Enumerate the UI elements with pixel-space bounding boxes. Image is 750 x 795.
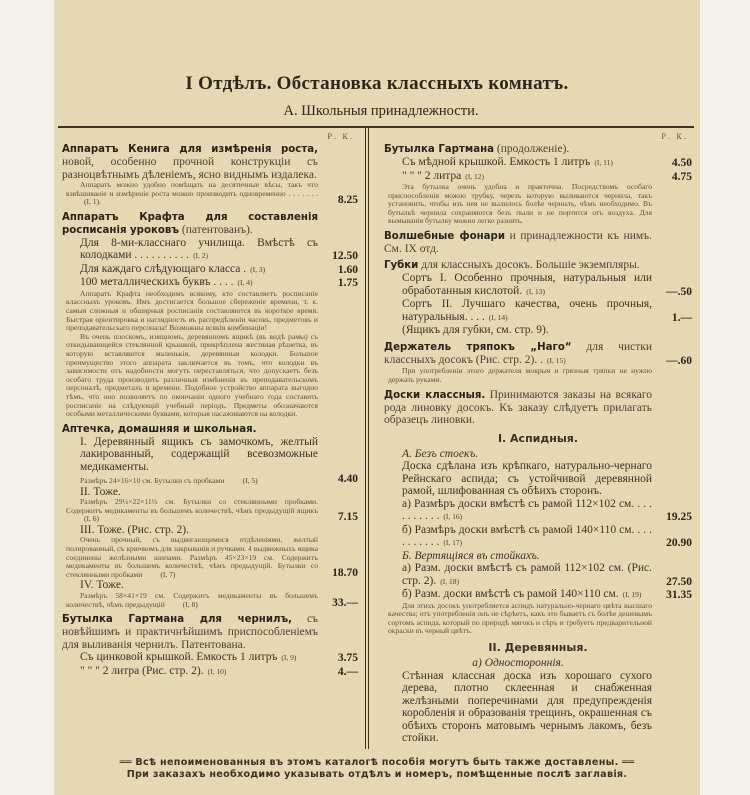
- row-text: [80, 436, 318, 474]
- catalog-entry: [62, 613, 358, 678]
- catalog-number: (I, 1).: [84, 197, 101, 207]
- item-description: съ новѣйшимъ и практичнѣйшимъ приспособленіемъ для выливанія чернилъ. Патентована.: [62, 613, 318, 651]
- row-text: [384, 230, 652, 256]
- row-text: [62, 477, 318, 486]
- row-text: [384, 143, 652, 156]
- catalog-row: [62, 665, 358, 679]
- row-description: Эта бутылка очень удобна и практична. Посредствомъ особаго приспособленія можно трубку, черезъ которую выливаются чернила, такъ установить, чтобы изъ нея не вылилось болѣе чернилъ, чѣмъ необходимо. Въ бутылкѣ чернила сохраняются безъ пыли и не портятся отъ воздуха. Для вымыванія бутылку можно легко разнять.: [388, 182, 652, 226]
- catalog-row: [62, 181, 358, 207]
- price-units-label: Р. К.: [327, 133, 354, 141]
- price: 3.75: [337, 652, 358, 665]
- row-description: " " " 2 литра: [402, 169, 462, 182]
- row-text: [62, 211, 318, 237]
- item-description: для чистки классныхъ досокъ (Рис. стр. 2). .: [384, 340, 652, 366]
- row-description: Сортъ II. Лучшаго качества, очень прочныя, натуральныя. . . .: [402, 298, 652, 323]
- row-description: " " " 2 литра (Рис. стр. 2).: [80, 664, 204, 677]
- price: 4.—: [337, 665, 358, 678]
- catalog-row: [62, 143, 358, 181]
- row-description: 100 металлическихъ буквъ . . . .: [80, 276, 234, 289]
- row-text: [62, 536, 318, 579]
- row-description: б) Разм. доски вмѣстѣ съ рамой 140×110 см.: [402, 588, 619, 601]
- item-title: Доски классныя.: [384, 389, 486, 401]
- catalog-row: [62, 333, 358, 419]
- catalog-row: [384, 259, 692, 272]
- row-text: [402, 670, 652, 745]
- row-text: [402, 524, 652, 550]
- catalog-row: [62, 651, 358, 665]
- price: 20.90: [666, 537, 692, 550]
- catalog-number: (I, 2): [193, 251, 209, 261]
- row-text: [384, 657, 652, 670]
- catalog-row: [384, 670, 692, 745]
- left-entries: [62, 143, 358, 678]
- row-description: Аппаратъ можно удобно помѣщать на десятичные вѣсы, такъ что взвѣшиваніе и измѣреніе роста можно производить одновременно . . . . . . .: [66, 180, 318, 198]
- price: 4.50: [671, 157, 692, 169]
- catalog-row: [384, 156, 692, 170]
- catalog-row: [384, 448, 692, 461]
- catalog-row: [62, 436, 358, 474]
- row-text: [62, 181, 318, 207]
- catalog-number: (I, 9): [281, 653, 297, 663]
- catalog-row: [384, 498, 692, 524]
- catalog-row: [62, 592, 358, 609]
- row-description: При употребленіи этого держателя мокрыя и грязныя тряпки не нужно держать руками.: [388, 366, 652, 385]
- catalog-row: [384, 588, 692, 602]
- row-description: II. Тоже.: [80, 485, 121, 498]
- catalog-number: (I, 5): [242, 476, 258, 486]
- catalog-page: [54, 0, 700, 795]
- item-description: новой, особенно прочной конструкціи съ разноцвѣтнымъ дѣленіемъ, ясно виднымъ издалека.: [62, 156, 318, 181]
- catalog-number: (I, 15): [547, 355, 566, 365]
- price: 1.—: [671, 311, 692, 324]
- catalog-row: [384, 367, 692, 384]
- row-text: [384, 367, 652, 384]
- catalog-row: [62, 498, 358, 524]
- row-text: [80, 263, 318, 277]
- row-description: Аппаратъ Крафта необходимъ всякому, кто составляетъ росписаніе классныхъ уроковъ. Имъ достигается большое сбереженіе времени, т. к. самыя сложныя и обширныя росписанія составляются въ короткое время. Быстрая оріентировка и наглядность въ распредѣленіи часовъ, предметовъ и преподавательскаго персонала! Возможны всякія комбинаціи!: [66, 288, 318, 333]
- catalog-number: (I, 6): [84, 514, 99, 524]
- catalog-row: [384, 183, 692, 226]
- row-description: Б. Вертящіяся въ стойкахъ.: [402, 549, 540, 562]
- catalog-entry: [384, 341, 692, 385]
- section-title: I Отдѣлъ. Обстановка классныхъ комнатъ.: [185, 73, 569, 94]
- row-description: Для каждаго слѣдующаго класса .: [80, 262, 247, 275]
- row-text: [80, 651, 318, 665]
- catalog-number: (I, 13): [526, 286, 545, 296]
- catalog-number: (I, 4): [237, 278, 253, 288]
- catalog-row: [384, 298, 692, 324]
- catalog-row: [384, 143, 692, 156]
- subsection-heading: II. Деревянныя.: [488, 641, 588, 655]
- row-text: [384, 259, 652, 272]
- price: 4.40: [337, 473, 358, 486]
- footer-line-1: ══ Всѣ непоименованныя въ этомъ каталогѣ пособія могутъ быть также доставлены. ══: [119, 756, 635, 768]
- left-column: [62, 128, 358, 749]
- catalog-number: (I, 11): [594, 158, 613, 167]
- price: 19.25: [666, 511, 692, 524]
- row-text: [384, 389, 652, 427]
- row-text: [402, 156, 652, 170]
- catalog-row: [384, 562, 692, 588]
- catalog-row: [384, 460, 692, 498]
- row-text: [384, 183, 652, 226]
- row-text: [384, 341, 652, 368]
- row-text: [80, 276, 318, 290]
- catalog-row: [62, 613, 358, 651]
- row-text: [402, 170, 652, 184]
- row-description: IV. Тоже.: [80, 579, 124, 592]
- catalog-row: [62, 237, 358, 263]
- row-text: [62, 613, 318, 651]
- catalog-row: [384, 341, 692, 368]
- row-description: Очень прочный, съ выдвигающимися отдѣленіями, желтый полированный, съ крючкомъ для закрыванія и ручками. 4 выдвижныхъ ящика соединены желѣзными шипами. Размѣръ 45×23×19 см. Содержитъ медикаменты въ большемъ количествѣ, чѣмъ предыдущій. Бутылки со стеклянными пробками: [66, 535, 318, 579]
- subsection-heading: I. Аспидныя.: [497, 431, 579, 445]
- catalog-number: (I, 7): [160, 569, 176, 579]
- catalog-number: (I, 3): [250, 264, 266, 274]
- item-title: Держатель тряпокъ „Наго“: [384, 341, 572, 353]
- row-text: [402, 550, 652, 563]
- catalog-row: [384, 272, 692, 298]
- catalog-row: [62, 263, 358, 277]
- row-description: Для этихъ досокъ употребляется аспидъ натурально-чернаго цвѣта высшаго качества; отъ употребленія онъ не сѣрѣетъ, какъ это бываетъ съ болѣе дешевымъ сортомъ аспида, который по природѣ мягокъ и сѣръ и требуетъ предварительной окраски въ черный цвѣтъ.: [388, 600, 652, 636]
- item-title: Аптечка, домашняя и школьная.: [62, 423, 257, 435]
- row-text: [62, 498, 318, 524]
- right-column: [365, 128, 696, 749]
- row-description: Съ мѣдной крышкой. Емкость 1 литръ: [402, 156, 591, 168]
- catalog-row: [62, 473, 358, 486]
- item-title: Бутылка Гартмана: [384, 144, 494, 155]
- row-description: б) Размѣръ доски вмѣстѣ съ рамой 140×110 см. . . . . . . . . . .: [402, 523, 652, 549]
- row-description: а) Одностороннія.: [472, 657, 564, 670]
- price: 1.60: [337, 263, 358, 276]
- item-description: для классныхъ досокъ. Большіе экземпляры.: [418, 259, 640, 272]
- row-text: [402, 588, 652, 602]
- catalog-entry: [62, 423, 358, 609]
- price: 7.15: [337, 511, 358, 524]
- row-text: [402, 460, 652, 498]
- catalog-row: [384, 324, 692, 337]
- price: 33.—: [332, 596, 358, 609]
- row-text: [402, 272, 652, 298]
- row-description: а) Разм. доски вмѣстѣ съ рамой 112×102 см. (Рис. стр. 2).: [402, 562, 652, 587]
- catalog-number: (I, 8): [182, 599, 198, 609]
- catalog-number: (I, 18): [440, 576, 459, 586]
- row-text: [402, 448, 652, 461]
- row-text: [62, 423, 318, 436]
- row-text: [62, 592, 318, 609]
- catalog-number: (I, 19): [622, 590, 642, 600]
- row-text: [402, 562, 652, 588]
- row-description: Размѣръ 58×41×19 см. Содержитъ медикаменты въ большемъ количествѣ, чѣмъ предыдущій: [66, 590, 318, 609]
- row-description: Размѣръ 24×16×10 см. Бутылки съ пробками: [80, 476, 225, 486]
- row-description: Для 8-ми-класснаго училища. Вмѣстѣ съ колодками . . . . . . . . . .: [80, 236, 318, 262]
- subsection-title: А. Школьныя принадлежности.: [283, 103, 479, 119]
- row-description: III. Тоже. (Рис. стр. 2).: [80, 523, 189, 536]
- row-description: (Ящикъ для губки, см. стр. 9).: [402, 324, 549, 337]
- price: 18.70: [332, 566, 358, 579]
- item-title: Аппаратъ Крафта для составленія росписанія уроковъ: [62, 211, 318, 236]
- catalog-row: [384, 602, 692, 636]
- row-description: Стѣнная классная доска изъ хорошаго сухого дерева, плотно склеенная и снабженная желѣзными поперечинами для предупрежденія коробленія и образованія трещинъ, окрашенная съ обѣихъ сторонъ матовымъ чернымъ лакомъ, безъ стойки.: [402, 669, 652, 745]
- row-text: [62, 333, 318, 419]
- price: 8.25: [337, 194, 358, 207]
- row-description: Съ цинковой крышкой. Емкость 1 литръ: [80, 651, 278, 664]
- row-description: а) Размѣръ доски вмѣстѣ съ рамой 112×102 см. . . . . . . . . . .: [402, 497, 652, 523]
- price: —.50: [666, 285, 692, 298]
- footer-note: [54, 757, 700, 781]
- catalog-row: [62, 536, 358, 579]
- catalog-entry: [62, 211, 358, 419]
- catalog-row: [384, 170, 692, 184]
- item-title: Бутылка Гартмана для чернилъ,: [62, 614, 292, 626]
- row-text: [402, 324, 652, 337]
- catalog-row: [384, 389, 692, 427]
- catalog-entry: [62, 143, 358, 207]
- price-units-label: Р. К.: [661, 133, 688, 141]
- row-text: [62, 290, 318, 333]
- row-description: Въ очень плоскомъ, изящномъ, деревянномъ ящикѣ (въ видѣ рамы) съ откидывающейся стеклянной крышкой, прикрѣплена жестяная рѣшетка, въ которую вставляются маленькія, деревянныя колодки. Большое преимущество этого аппарата заключается въ томъ, что колодки въ зависимости отъ надобности могутъ переставляться, что допускаетъ безъ особаго труда производить различныя измѣненія въ преподавательскомъ персоналѣ, предметахъ и времени. Подобное устройство аппарата выгодно тѣмъ, что оно позволяетъ по окончаніи одного учебнаго года составить росписаніе на слѣдующій учебный періодъ. Предметы обозначаются особыми металлическими буквами, которыя насаживаются на колодки.: [66, 331, 318, 419]
- catalog-entry: [384, 230, 692, 256]
- catalog-number: (I, 12): [465, 171, 484, 181]
- price: 1.75: [337, 277, 358, 290]
- row-text: [402, 498, 652, 524]
- catalog-row: [62, 290, 358, 333]
- row-description: Доска сдѣлана изъ крѣпкаго, натурально-чернаго Рейнскаго аспида; съ устойчивой деревянной рамой, шлифованная съ обѣихъ сторонъ.: [402, 460, 652, 498]
- row-text: [62, 143, 318, 181]
- item-description: (патентованъ).: [179, 223, 253, 236]
- item-title: Губки: [384, 260, 419, 272]
- catalog-number: (I, 17): [443, 538, 463, 548]
- item-description: и принадлежности къ нимъ. См. IX отд.: [384, 229, 652, 255]
- price: —.60: [666, 354, 692, 367]
- row-description: Сортъ I. Особенно прочныя, натуральныя или обработанныя кислотой.: [402, 272, 652, 297]
- price: 4.75: [671, 170, 692, 183]
- row-text: [384, 602, 652, 636]
- price: 27.50: [666, 575, 692, 588]
- catalog-number: (I, 14): [488, 312, 508, 322]
- right-entries: [384, 143, 692, 745]
- catalog-row: [384, 230, 692, 256]
- catalog-entry: [384, 389, 692, 745]
- row-description: А. Безъ стоекъ.: [402, 447, 479, 460]
- row-text: [80, 237, 318, 263]
- catalog-entry: [384, 143, 692, 226]
- catalog-row: [384, 657, 692, 670]
- footer-line-2: При заказахъ необходимо указывать отдѣлъ и номеръ, помѣщенные послѣ заглавія.: [126, 768, 628, 780]
- catalog-row: [384, 550, 692, 563]
- item-title: Аппаратъ Кенига для измѣренія роста,: [62, 144, 318, 155]
- price: 31.35: [666, 589, 692, 602]
- catalog-entry: [384, 259, 692, 337]
- price: 12.50: [332, 250, 358, 263]
- item-title: Волшебные фонари: [384, 230, 505, 242]
- catalog-row: [384, 524, 692, 550]
- catalog-row: [62, 423, 358, 436]
- catalog-number: (I, 16): [443, 512, 463, 522]
- catalog-row: [62, 276, 358, 290]
- item-description: (продолженіе).: [494, 143, 570, 155]
- row-description: Размѣръ 29½×22×11½ см. Бутылки со стеклянными пробками. Содержитъ медикаменты въ большемъ количествѣ, чѣмъ предыдущій ящикъ: [66, 497, 318, 515]
- row-description: I. Деревянный ящикъ съ замочкомъ, желтый лакированный, содержащій всевозможные медикаменты.: [80, 435, 318, 473]
- row-text: [80, 665, 318, 679]
- item-description: Принимаются заказы на всякаго рода линовку досокъ. Къ заказу слѣдуетъ прилагать образецъ линовки.: [384, 388, 653, 427]
- row-text: [402, 298, 652, 324]
- catalog-row: [62, 211, 358, 237]
- catalog-number: (I, 10): [207, 666, 227, 676]
- columns: [54, 128, 700, 749]
